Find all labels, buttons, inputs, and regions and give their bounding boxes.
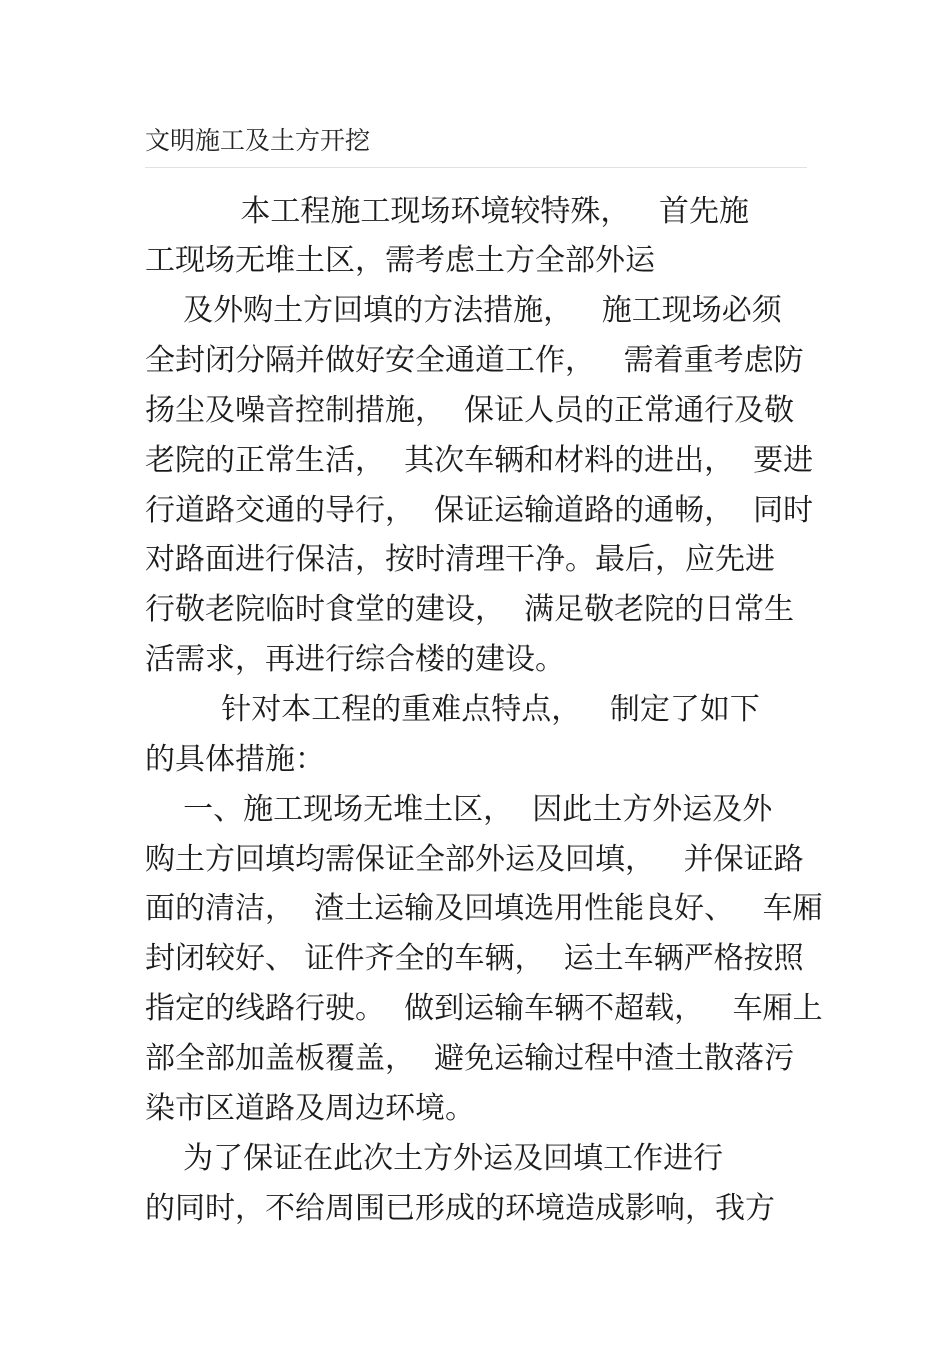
body-line: 及外购土方回填的方法措施， 施工现场必须 — [145, 293, 782, 328]
header-divider — [145, 167, 807, 168]
body-line: 全封闭分隔并做好安全通道工作， 需着重考虑防 — [145, 343, 804, 378]
body-line: 面的清洁， 渣土运输及回填选用性能良好、 车厢 — [145, 891, 823, 926]
page-header-title: 文明施工及土方开挖 — [145, 126, 371, 155]
body-line: 封闭较好、 证件齐全的车辆， 运土车辆严格按照 — [145, 941, 804, 976]
body-line: 行道路交通的导行， 保证运输道路的通畅， 同时 — [145, 493, 814, 528]
body-line: 行敬老院临时食堂的建设， 满足敬老院的日常生 — [145, 592, 795, 627]
body-line: 工现场无堆土区，需考虑土方全部外运 — [145, 243, 655, 278]
body-line: 购土方回填均需保证全部外运及回填， 并保证路 — [145, 842, 804, 877]
body-line: 染市区道路及周边环境。 — [145, 1091, 475, 1126]
body-line: 为了保证在此次土方外运及回填工作进行 — [145, 1141, 724, 1176]
body-line: 的具体措施： — [145, 742, 325, 777]
body-line: 指定的线路行驶。 做到运输车辆不超载， 车厢上 — [145, 991, 823, 1026]
body-line: 本工程施工现场环境较特殊， 首先施 — [145, 194, 749, 229]
body-line: 扬尘及噪音控制措施， 保证人员的正常通行及敬 — [145, 393, 795, 428]
body-line: 部全部加盖板覆盖， 避免运输过程中渣土散落污 — [145, 1041, 795, 1076]
body-line: 老院的正常生活， 其次车辆和材料的进出， 要进 — [145, 443, 814, 478]
body-line: 对路面进行保洁，按时清理干净。最后，应先进 — [145, 542, 775, 577]
body-line: 针对本工程的重难点特点， 制定了如下 — [145, 692, 760, 727]
body-line: 的同时，不给周围已形成的环境造成影响，我方 — [145, 1191, 775, 1226]
body-line: 活需求，再进行综合楼的建设。 — [145, 642, 565, 677]
body-line: 一、施工现场无堆土区， 因此土方外运及外 — [145, 792, 773, 827]
